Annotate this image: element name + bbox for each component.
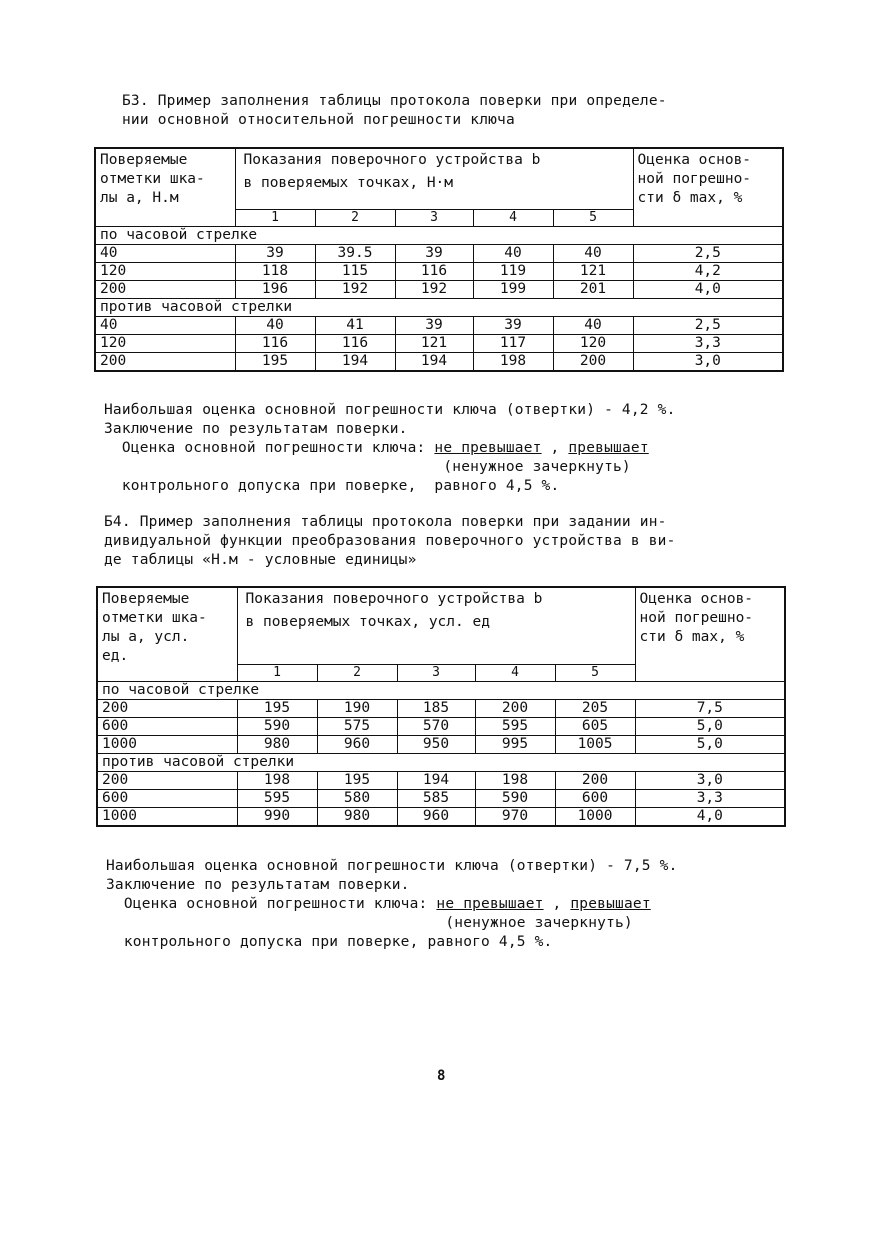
value-cell: 201 bbox=[553, 281, 633, 299]
mark-cell: 120 bbox=[95, 263, 235, 281]
error-cell: 4,2 bbox=[633, 263, 783, 281]
header-marks bbox=[97, 587, 237, 682]
header-readings bbox=[235, 148, 633, 210]
header-text: лы a, усл. bbox=[102, 629, 190, 645]
error-cell: 4,0 bbox=[633, 281, 783, 299]
value-cell: 980 bbox=[237, 736, 317, 754]
value-cell: 200 bbox=[553, 353, 633, 372]
error-cell: 2,5 bbox=[633, 245, 783, 263]
value-cell: 119 bbox=[473, 263, 553, 281]
value-cell: 580 bbox=[317, 790, 397, 808]
point-number: 2 bbox=[315, 210, 395, 227]
header-marks bbox=[95, 148, 235, 227]
mark-cell: 600 bbox=[97, 718, 237, 736]
point-number: 1 bbox=[237, 665, 317, 682]
header-text: сти δ max, % bbox=[639, 629, 745, 645]
mark-cell: 1000 bbox=[97, 736, 237, 754]
option-separator: , bbox=[541, 440, 569, 456]
conclusion-b4 bbox=[106, 857, 678, 952]
mark-cell: 200 bbox=[97, 700, 237, 718]
table-row bbox=[97, 700, 785, 718]
value-cell: 195 bbox=[237, 700, 317, 718]
point-number: 5 bbox=[555, 665, 635, 682]
value-cell: 194 bbox=[315, 353, 395, 372]
header-text: Показания поверочного устройства b bbox=[245, 591, 543, 607]
title-line: Б3. Пример заполнения таблицы протокола поверки при определе- bbox=[122, 93, 667, 109]
protocol-table-b3 bbox=[94, 147, 784, 372]
header-text: ной погрешно- bbox=[637, 171, 752, 187]
value-cell: 194 bbox=[397, 772, 475, 790]
header-text: ной погрешно- bbox=[639, 610, 754, 626]
value-cell: 41 bbox=[315, 317, 395, 335]
value-cell: 198 bbox=[237, 772, 317, 790]
mark-cell: 1000 bbox=[97, 808, 237, 827]
header-text: Оценка основ- bbox=[639, 591, 754, 607]
value-cell: 198 bbox=[475, 772, 555, 790]
error-cell: 3,0 bbox=[633, 353, 783, 372]
value-cell: 192 bbox=[395, 281, 473, 299]
value-cell: 190 bbox=[317, 700, 397, 718]
point-number: 4 bbox=[475, 665, 555, 682]
value-cell: 39 bbox=[395, 245, 473, 263]
title-line: нии основной относительной погрешности ключа bbox=[122, 112, 515, 128]
conclusion-line: Заключение по результатам поверки. bbox=[106, 877, 410, 893]
conclusion-prefix: Оценка основной погрешности ключа: bbox=[104, 440, 435, 456]
error-cell: 3,3 bbox=[635, 790, 785, 808]
group-label: по часовой стрелке bbox=[97, 682, 785, 700]
conclusion-line: (ненужное зачеркнуть) bbox=[106, 915, 633, 931]
value-cell: 118 bbox=[235, 263, 315, 281]
value-cell: 39 bbox=[473, 317, 553, 335]
group-label: по часовой стрелке bbox=[95, 227, 783, 245]
option-exceeds-struck: превышает bbox=[568, 440, 649, 456]
section-b4-title bbox=[104, 513, 784, 570]
value-cell: 600 bbox=[555, 790, 635, 808]
conclusion-line: контрольного допуска при поверке, равного 4,5 %. bbox=[104, 478, 560, 494]
conclusion-line bbox=[104, 439, 676, 458]
value-cell: 194 bbox=[395, 353, 473, 372]
table-row bbox=[97, 790, 785, 808]
table-row bbox=[97, 718, 785, 736]
value-cell: 196 bbox=[235, 281, 315, 299]
value-cell: 199 bbox=[473, 281, 553, 299]
value-cell: 570 bbox=[397, 718, 475, 736]
value-cell: 960 bbox=[397, 808, 475, 827]
error-cell: 7,5 bbox=[635, 700, 785, 718]
value-cell: 585 bbox=[397, 790, 475, 808]
header-error bbox=[633, 148, 783, 227]
value-cell: 950 bbox=[397, 736, 475, 754]
value-cell: 121 bbox=[395, 335, 473, 353]
header-error bbox=[635, 587, 785, 682]
table-row bbox=[95, 335, 783, 353]
value-cell: 40 bbox=[553, 245, 633, 263]
table-row bbox=[97, 736, 785, 754]
value-cell: 970 bbox=[475, 808, 555, 827]
error-cell: 5,0 bbox=[635, 736, 785, 754]
mark-cell: 40 bbox=[95, 317, 235, 335]
header-text: Поверяемые bbox=[100, 152, 188, 168]
table-row bbox=[95, 317, 783, 335]
value-cell: 39.5 bbox=[315, 245, 395, 263]
value-cell: 198 bbox=[473, 353, 553, 372]
value-cell: 40 bbox=[235, 317, 315, 335]
value-cell: 590 bbox=[475, 790, 555, 808]
error-cell: 4,0 bbox=[635, 808, 785, 827]
value-cell: 116 bbox=[235, 335, 315, 353]
value-cell: 40 bbox=[473, 245, 553, 263]
value-cell: 205 bbox=[555, 700, 635, 718]
point-number: 3 bbox=[395, 210, 473, 227]
table-row bbox=[97, 808, 785, 827]
mark-cell: 600 bbox=[97, 790, 237, 808]
value-cell: 121 bbox=[553, 263, 633, 281]
header-text: в поверяемых точках, усл. ед bbox=[245, 614, 490, 630]
group-label: против часовой стрелки bbox=[95, 299, 783, 317]
value-cell: 120 bbox=[553, 335, 633, 353]
error-cell: 2,5 bbox=[633, 317, 783, 335]
value-cell: 980 bbox=[317, 808, 397, 827]
value-cell: 595 bbox=[475, 718, 555, 736]
value-cell: 575 bbox=[317, 718, 397, 736]
header-text: ед. bbox=[102, 648, 129, 664]
table-row bbox=[95, 281, 783, 299]
value-cell: 115 bbox=[315, 263, 395, 281]
conclusion-line bbox=[106, 895, 678, 914]
header-text: сти δ max, % bbox=[637, 190, 743, 206]
value-cell: 185 bbox=[397, 700, 475, 718]
value-cell: 1005 bbox=[555, 736, 635, 754]
value-cell: 200 bbox=[475, 700, 555, 718]
conclusion-b3 bbox=[104, 401, 676, 496]
value-cell: 1000 bbox=[555, 808, 635, 827]
conclusion-prefix: Оценка основной погрешности ключа: bbox=[106, 896, 437, 912]
value-cell: 195 bbox=[235, 353, 315, 372]
conclusion-line: Заключение по результатам поверки. bbox=[104, 421, 408, 437]
value-cell: 39 bbox=[235, 245, 315, 263]
value-cell: 117 bbox=[473, 335, 553, 353]
value-cell: 116 bbox=[315, 335, 395, 353]
value-cell: 200 bbox=[555, 772, 635, 790]
value-cell: 40 bbox=[553, 317, 633, 335]
value-cell: 192 bbox=[315, 281, 395, 299]
protocol-table-b4 bbox=[96, 586, 786, 827]
title-line: де таблицы «Н.м - условные единицы» bbox=[104, 552, 417, 568]
conclusion-line: контрольного допуска при поверке, равного 4,5 %. bbox=[106, 934, 553, 950]
header-text: отметки шка- bbox=[102, 610, 207, 626]
value-cell: 995 bbox=[475, 736, 555, 754]
table-row bbox=[97, 772, 785, 790]
conclusion-line: (ненужное зачеркнуть) bbox=[104, 459, 631, 475]
header-text: Показания поверочного устройства b bbox=[243, 152, 541, 168]
point-number: 3 bbox=[397, 665, 475, 682]
value-cell: 116 bbox=[395, 263, 473, 281]
option-exceeds: превышает bbox=[570, 896, 651, 912]
header-text: Поверяемые bbox=[102, 591, 190, 607]
mark-cell: 200 bbox=[97, 772, 237, 790]
title-line: Б4. Пример заполнения таблицы протокола поверки при задании ин- bbox=[104, 514, 667, 530]
value-cell: 605 bbox=[555, 718, 635, 736]
header-readings bbox=[237, 587, 635, 665]
error-cell: 3,3 bbox=[633, 335, 783, 353]
conclusion-line: Наибольшая оценка основной погрешности ключа (отвертки) - 7,5 %. bbox=[106, 858, 678, 874]
header-text: в поверяемых точках, Н·м bbox=[243, 175, 454, 191]
value-cell: 39 bbox=[395, 317, 473, 335]
header-text: лы a, Н.м bbox=[100, 190, 179, 206]
page-number: 8 bbox=[437, 1068, 446, 1084]
value-cell: 590 bbox=[237, 718, 317, 736]
table-row bbox=[95, 263, 783, 281]
point-number: 1 bbox=[235, 210, 315, 227]
value-cell: 990 bbox=[237, 808, 317, 827]
value-cell: 960 bbox=[317, 736, 397, 754]
option-separator: , bbox=[543, 896, 571, 912]
conclusion-line: Наибольшая оценка основной погрешности ключа (отвертки) - 4,2 %. bbox=[104, 402, 676, 418]
section-b3-title bbox=[122, 92, 782, 130]
value-cell: 595 bbox=[237, 790, 317, 808]
point-number: 2 bbox=[317, 665, 397, 682]
point-number: 4 bbox=[473, 210, 553, 227]
title-line: дивидуальной функции преобразования поверочного устройства в ви- bbox=[104, 533, 676, 549]
table-row bbox=[95, 245, 783, 263]
table-row bbox=[95, 353, 783, 372]
error-cell: 3,0 bbox=[635, 772, 785, 790]
header-text: отметки шка- bbox=[100, 171, 205, 187]
option-not-exceeds: не превышает bbox=[434, 440, 542, 456]
mark-cell: 120 bbox=[95, 335, 235, 353]
group-label: против часовой стрелки bbox=[97, 754, 785, 772]
option-not-exceeds-struck: не превышает bbox=[436, 896, 544, 912]
mark-cell: 200 bbox=[95, 281, 235, 299]
point-number: 5 bbox=[553, 210, 633, 227]
header-text: Оценка основ- bbox=[637, 152, 752, 168]
mark-cell: 40 bbox=[95, 245, 235, 263]
error-cell: 5,0 bbox=[635, 718, 785, 736]
value-cell: 195 bbox=[317, 772, 397, 790]
mark-cell: 200 bbox=[95, 353, 235, 372]
